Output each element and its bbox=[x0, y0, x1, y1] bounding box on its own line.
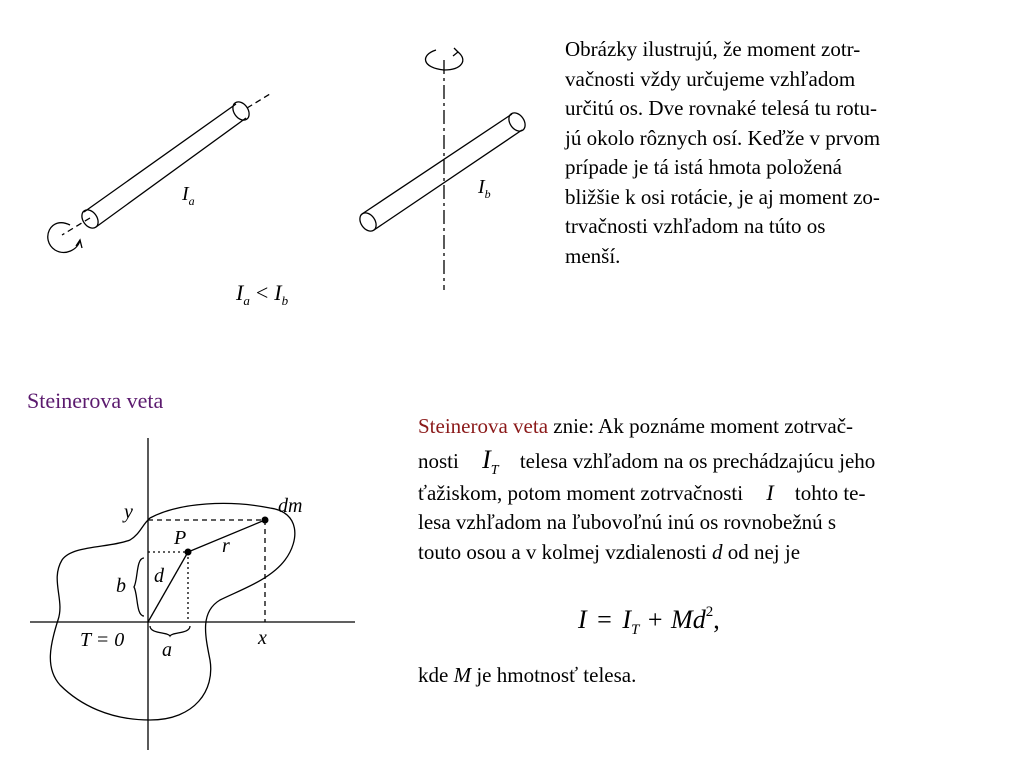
label-p: P bbox=[174, 527, 187, 549]
theorem-line-3 bbox=[418, 478, 1018, 509]
theorem-line2-before: nosti bbox=[418, 448, 459, 473]
label-a: a bbox=[162, 639, 172, 661]
intro-line: trvačnosti vzhľadom na túto os bbox=[565, 214, 826, 238]
moment-relation: $I_a < I_b$ bbox=[236, 280, 289, 308]
theorem-line2-after: telesa vzhľadom na os prechádzajúcu jeho bbox=[519, 448, 876, 473]
theorem-line3-after: tohto te- bbox=[794, 480, 866, 505]
label-x: x bbox=[258, 627, 267, 649]
intro-line: prípade je tá istá hmota položená bbox=[565, 155, 842, 179]
footer-sentence: kde M je hmotnosť telesa. bbox=[418, 663, 637, 687]
point-p bbox=[185, 549, 192, 556]
label-b: b bbox=[116, 575, 126, 597]
theorem-line3-before: ťažiskom, potom moment zotrvačnosti bbox=[418, 480, 744, 505]
rods-figure bbox=[0, 0, 540, 330]
label-r: r bbox=[222, 535, 230, 557]
intro-line: jú okolo rôznych osí. Keďže v prvom bbox=[565, 125, 881, 150]
symbol-it: $I_T$ bbox=[482, 444, 499, 478]
section-title: Steinerova veta bbox=[27, 388, 164, 413]
theorem-paragraph bbox=[418, 412, 1018, 567]
theorem-term: Steinerova veta bbox=[418, 414, 549, 438]
label-dm: dm bbox=[278, 495, 303, 517]
theorem-line-2 bbox=[418, 442, 1018, 478]
steiner-figure bbox=[0, 420, 380, 768]
steiner-formula: $I = I_T + Md^2$, bbox=[578, 604, 720, 638]
body-outline bbox=[50, 503, 295, 720]
point-dm bbox=[262, 517, 269, 524]
theorem-line-5: touto osou a v kolmej vzdialenosti d od nej je bbox=[418, 539, 801, 564]
theorem-line1-rest: znie: Ak poznáme moment zotrvač- bbox=[548, 414, 854, 438]
theorem-line-4: lesa vzhľadom na ľubovoľnú inú os rovnobežnú s bbox=[418, 510, 837, 534]
intro-line: určitú os. Dve rovnaké telesá tu rotu- bbox=[565, 96, 877, 120]
rod-b bbox=[357, 48, 529, 290]
symbol-i: I bbox=[766, 479, 774, 505]
intro-paragraph bbox=[565, 35, 1015, 271]
intro-line: vačnosti vždy určujeme vzhľadom bbox=[565, 66, 856, 91]
label-d: d bbox=[154, 565, 164, 587]
intro-line: bližšie k osi rotácie, je aj moment zo- bbox=[565, 184, 880, 209]
theorem-line-1 bbox=[418, 412, 1018, 442]
intro-line: Obrázky ilustrujú, že moment zotr- bbox=[565, 37, 861, 61]
label-t0: T = 0 bbox=[80, 629, 125, 651]
rod-b-label: $I_b$ bbox=[478, 176, 491, 201]
rod-a bbox=[48, 94, 270, 252]
label-y: y bbox=[124, 501, 133, 523]
rod-a-label: $I_a$ bbox=[182, 183, 195, 208]
intro-line: menší. bbox=[565, 243, 621, 268]
